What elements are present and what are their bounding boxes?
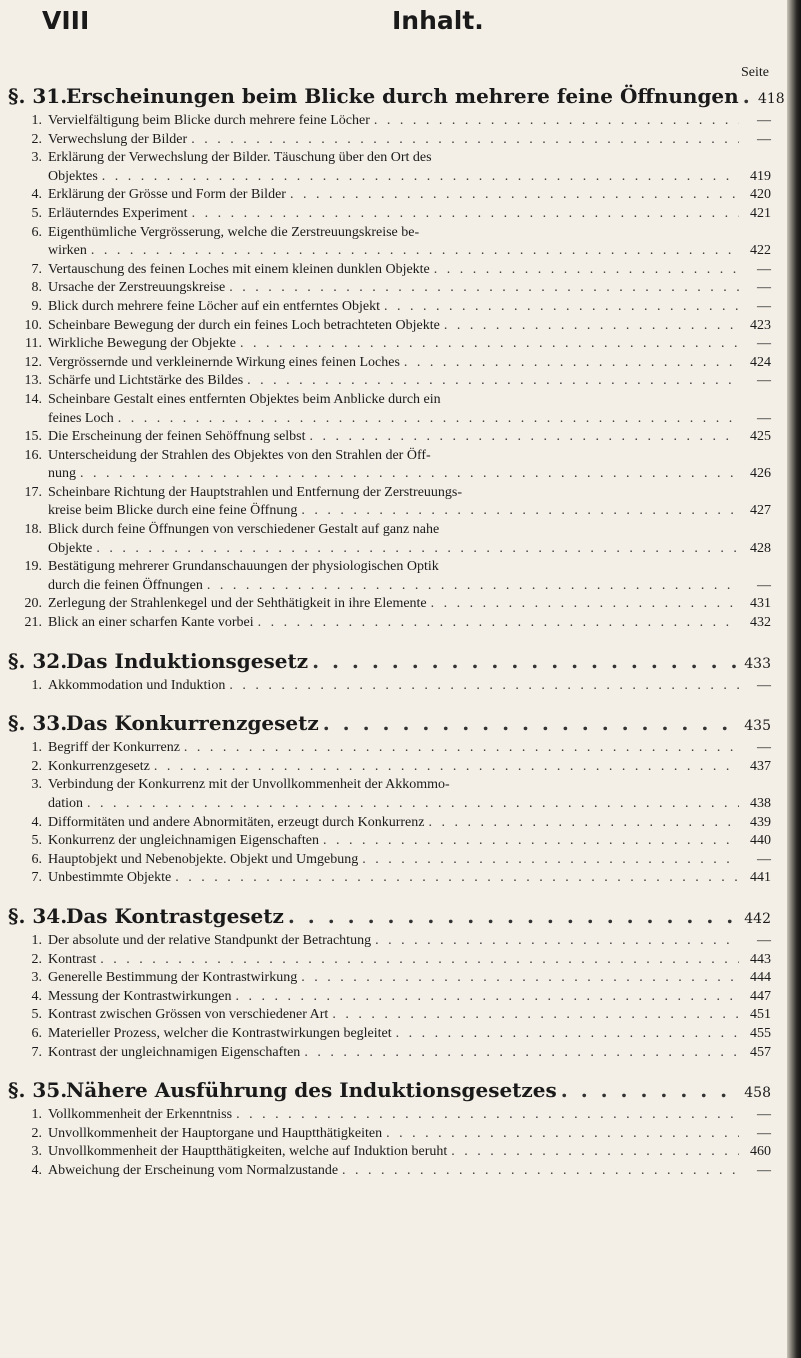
list-item [8,758,771,777]
list-item [8,951,771,970]
leader-dots [191,131,739,150]
entry-text: Wirkliche Bewegung der Objekte [48,336,236,352]
entry-page: 428 [750,540,771,556]
leader-dots [100,951,739,970]
entry-page: 439 [750,814,771,830]
section-page: 433 [744,655,771,672]
section-heading [8,709,771,737]
entry-page: 455 [750,1025,771,1041]
list-item [8,595,771,614]
entry-page: — [757,113,771,128]
entry-page: — [757,851,771,867]
page-header [8,6,771,50]
entry-page: 440 [750,833,771,849]
entry-text: Ursache der Zerstreuungskreise [48,280,226,296]
entry-page: 419 [750,168,771,184]
entry-list [8,1106,771,1180]
entry-page: 447 [750,988,771,1004]
section-number: §. 35. [8,1078,68,1103]
entry-text-lead: Blick durch feine Öffnungen von verschiedener Gestalt auf ganz nahe [48,522,440,538]
list-item [8,614,771,633]
entry-text: Objekte [48,540,93,556]
entry-page: — [757,740,771,756]
entry-number: 1. [31,932,42,948]
entry-number: 5. [31,1007,42,1023]
entry-text: Difformitäten und andere Abnormitäten, erzeugt durch Konkurrenz [48,814,425,830]
entry-page: — [757,1125,771,1141]
list-item [8,832,771,851]
leader-dots [184,739,739,758]
list-item [8,205,771,224]
entry-page: — [757,280,771,296]
leader-dots [304,1044,739,1063]
entry-text: Erklärung der Grösse und Form der Bilder [48,187,286,203]
section-page: 435 [744,718,771,735]
leader-dots [362,851,739,870]
entry-text: Vervielfältigung beim Blicke durch mehrere feine Löcher [48,113,370,128]
entry-text: Vertauschung des feinen Loches mit einem kleinen dunklen Objekte [48,261,430,277]
entry-page: 425 [750,429,771,445]
entry-text: Begriff der Konkurrenz [48,740,180,756]
list-item [8,677,771,696]
entry-number: 1. [31,740,42,756]
entry-number: 6. [31,224,42,240]
leader-dots [301,969,739,988]
section-heading [8,647,771,675]
entry-list [8,112,771,633]
entry-text: Materieller Prozess, welcher die Kontrastwirkungen begleitet [48,1025,392,1041]
entry-text: Blick durch mehrere feine Löcher auf ein entferntes Objekt [48,298,380,314]
entry-page: 426 [750,466,771,482]
section-number: §. 31. [8,84,68,108]
entry-page: 427 [750,503,771,519]
entry-text-lead: Scheinbare Gestalt eines entfernten Objektes beim Anblicke durch ein [48,391,441,407]
entry-page: — [757,336,771,352]
entry-number: 2. [31,131,42,147]
entry-text: Generelle Bestimmung der Kontrastwirkung [48,970,298,986]
list-item [8,776,771,813]
list-item [8,335,771,354]
list-item [8,1143,771,1162]
leader-dots [323,709,739,737]
entry-text: Kontrast [48,951,97,967]
entry-number: 18. [24,522,42,538]
leader-dots [236,1106,739,1125]
leader-dots [428,814,739,833]
entry-text: Zerlegung der Strahlenkegel und der Sehthätigkeit in ihre Elemente [48,596,427,612]
entry-text: Verwechslung der Bilder [48,131,188,147]
entry-page: — [757,577,771,593]
entry-page: 432 [750,615,771,631]
list-item [8,131,771,150]
list-item [8,186,771,205]
section-number: §. 34. [8,903,68,928]
list-item [8,1044,771,1063]
list-item [8,484,771,521]
entry-number: 2. [31,1125,42,1141]
leader-dots [87,795,739,814]
entry-text: Kontrast zwischen Grössen von verschiedener Art [48,1007,329,1023]
entry-page: 422 [750,243,771,259]
page-number: VIII [42,6,90,35]
list-item [8,279,771,298]
leader-dots [310,428,739,447]
list-item [8,969,771,988]
leader-dots [404,354,739,373]
entry-number: 14. [24,391,42,407]
entry-text: kreise beim Blicke durch eine feine Öffnung [48,503,298,519]
entry-page: 438 [750,796,771,811]
entry-text: feines Loch [48,410,114,426]
toc-section [8,902,771,1062]
entry-list [8,739,771,888]
entry-text: Abweichung der Erscheinung vom Normalzustande [48,1162,339,1178]
leader-dots [96,540,739,559]
list-item [8,1162,771,1181]
list-item [8,521,771,558]
toc-section [8,647,771,696]
entry-page: — [757,677,771,693]
leader-dots [236,988,739,1007]
entry-number: 1. [31,677,42,693]
entry-page: 431 [750,596,771,612]
entry-number: 16. [24,447,42,463]
entry-page: — [757,932,771,948]
list-item [8,317,771,336]
entry-number: 4. [31,187,42,203]
entry-text-lead: Eigenthümliche Vergrösserung, welche die Zerstreuungskreise be- [48,224,420,240]
leader-dots [386,1125,739,1144]
entry-list [8,932,771,1062]
entry-number: 3. [31,150,42,166]
entry-text: wirken [48,243,87,259]
list-item [8,1106,771,1125]
entry-number: 2. [31,758,42,774]
list-item [8,988,771,1007]
leader-dots [247,372,739,391]
leader-dots [444,317,739,336]
list-item [8,1025,771,1044]
leader-dots [431,595,739,614]
list-item [8,428,771,447]
entry-number: 13. [24,373,42,389]
list-item [8,372,771,391]
entry-page: — [757,410,771,426]
entry-number: 21. [24,615,42,631]
list-item [8,224,771,261]
leader-dots [288,902,739,930]
entry-page: 460 [750,1144,771,1160]
entry-text-lead: Scheinbare Richtung der Hauptstrahlen und Entfernung der Zerstreuungs- [48,484,463,500]
leader-dots [102,168,739,187]
entry-text: Schärfe und Lichtstärke des Bildes [48,373,244,389]
section-number: §. 32. [8,648,68,673]
leader-dots [229,677,739,696]
leader-dots [312,647,739,675]
entry-page: 451 [750,1007,771,1023]
leader-dots [229,279,739,298]
leader-dots [192,205,739,224]
list-item [8,869,771,888]
entry-page: 424 [750,354,771,370]
entry-text: Die Erscheinung der feinen Sehöffnung selbst [48,429,306,445]
seite-label: Seite [741,65,769,80]
entry-text: Messung der Kontrastwirkungen [48,988,232,1004]
leader-dots [342,1162,739,1181]
entry-number: 15. [24,429,42,445]
list-item [8,814,771,833]
entry-number: 3. [31,970,42,986]
entry-text: Unvollkommenheit der Hauptorgane und Hauptthätigkeiten [48,1125,383,1141]
leader-dots [396,1025,739,1044]
entry-text: Vollkommenheit der Erkenntniss [48,1107,233,1123]
entry-page: 457 [750,1044,771,1060]
entry-page: 437 [750,758,771,774]
entry-number: 20. [24,596,42,612]
entry-number: 4. [31,814,42,830]
leader-dots [332,1006,739,1025]
entry-text: Kontrast der ungleichnamigen Eigenschaften [48,1044,301,1060]
list-item [8,851,771,870]
entry-number: 3. [31,1144,42,1160]
page-title: Inhalt. [392,6,484,35]
entry-number: 6. [31,1025,42,1041]
list-item [8,1006,771,1025]
entry-page: — [757,261,771,277]
entry-page: 420 [750,187,771,203]
entry-number: 7. [31,870,42,886]
entry-text: Erläuterndes Experiment [48,205,188,221]
section-title: Erscheinungen beim Blicke durch mehrere feine Öffnungen [66,84,739,108]
section-heading [8,902,771,930]
entry-number: 1. [31,1107,42,1123]
section-heading [8,1076,771,1104]
entry-page: — [757,1107,771,1123]
section-page: 418 [757,91,785,107]
list-item [8,391,771,428]
entry-number: 9. [31,298,42,314]
entry-number: 17. [24,484,42,500]
entry-text: Konkurrenz der ungleichnamigen Eigenschaften [48,833,319,849]
toc-section [8,1076,771,1180]
leader-dots [434,261,739,280]
entry-page: 444 [750,970,771,986]
entry-number: 12. [24,354,42,370]
entry-page: 441 [750,870,771,886]
leader-dots [290,186,739,205]
leader-dots [301,502,739,521]
section-title: Das Kontrastgesetz [66,903,284,928]
entry-number: 6. [31,851,42,867]
entry-page: — [757,373,771,389]
entry-text: nung [48,466,76,482]
list-item [8,298,771,317]
list-item [8,739,771,758]
entry-page: — [757,131,771,147]
entry-text: Blick an einer scharfen Kante vorbei [48,615,254,631]
table-of-contents [8,82,785,1181]
section-page: 458 [744,1085,771,1102]
toc-section [8,82,785,633]
entry-number: 5. [31,833,42,849]
list-item [8,932,771,951]
entry-text: Vergrössernde und verkleinernde Wirkung eines feinen Loches [48,354,400,370]
leader-dots [323,832,739,851]
list-item [8,149,771,186]
entry-number: 2. [31,951,42,967]
entry-text: Hauptobjekt und Nebenobjekte. Objekt und Umgebung [48,851,359,867]
section-title: Das Induktionsgesetz [66,648,309,673]
entry-list [8,677,771,696]
entry-number: 5. [31,205,42,221]
entry-number: 7. [31,1044,42,1060]
leader-dots [451,1143,739,1162]
entry-text: Konkurrenzgesetz [48,758,150,774]
entry-text: Akkommodation und Induktion [48,677,226,693]
entry-number: 3. [31,777,42,793]
leader-dots [743,82,753,110]
leader-dots [80,465,739,484]
list-item [8,354,771,373]
entry-text: Objektes [48,168,98,184]
section-title: Nähere Ausführung des Induktionsgesetzes [66,1078,557,1103]
section-page: 442 [744,910,771,927]
list-item [8,1125,771,1144]
entry-number: 10. [24,317,42,333]
leader-dots [258,614,739,633]
entry-text: dation [48,796,83,811]
entry-text: Unbestimmte Objekte [48,870,172,886]
section-title: Das Konkurrenzgesetz [66,711,319,736]
entry-text: Unvollkommenheit der Hauptthätigkeiten, welche auf Induktion beruht [48,1144,448,1160]
book-binding-edge [787,0,801,1358]
entry-number: 1. [31,113,42,128]
entry-number: 4. [31,988,42,1004]
entry-text-lead: Erklärung der Verwechslung der Bilder. Täuschung über den Ort des [48,150,432,166]
section-number: §. 33. [8,711,68,736]
entry-page: — [757,1162,771,1178]
entry-number: 19. [24,559,42,575]
leader-dots [118,410,739,429]
section-heading [8,82,785,110]
list-item [8,447,771,484]
leader-dots [384,298,739,317]
entry-text: durch die feinen Öffnungen [48,577,203,593]
leader-dots [374,112,739,131]
entry-number: 7. [31,261,42,277]
leader-dots [240,335,739,354]
leader-dots [91,242,739,261]
leader-dots [175,869,739,888]
entry-number: 11. [25,336,42,352]
toc-section [8,709,771,888]
entry-number: 8. [31,280,42,296]
leader-dots [207,577,739,596]
entry-page: 423 [750,317,771,333]
entry-page: 443 [750,951,771,967]
entry-text: Der absolute und der relative Standpunkt der Betrachtung [48,932,372,948]
list-item [8,261,771,280]
entry-page: 421 [750,205,771,221]
entry-text-lead: Verbindung der Konkurrenz mit der Unvollkommenheit der Akkommo- [48,777,450,793]
leader-dots [375,932,739,951]
list-item [8,112,771,131]
leader-dots [154,758,739,777]
entry-text-lead: Bestätigung mehrerer Grundanschauungen der physiologischen Optik [48,559,439,575]
entry-text: Scheinbare Bewegung der durch ein feines Loch betrachteten Objekte [48,317,440,333]
leader-dots [561,1076,739,1104]
entry-number: 4. [31,1162,42,1178]
entry-text-lead: Unterscheidung der Strahlen des Objektes von den Strahlen der Öff- [48,447,431,463]
entry-page: — [757,298,771,314]
list-item [8,558,771,595]
